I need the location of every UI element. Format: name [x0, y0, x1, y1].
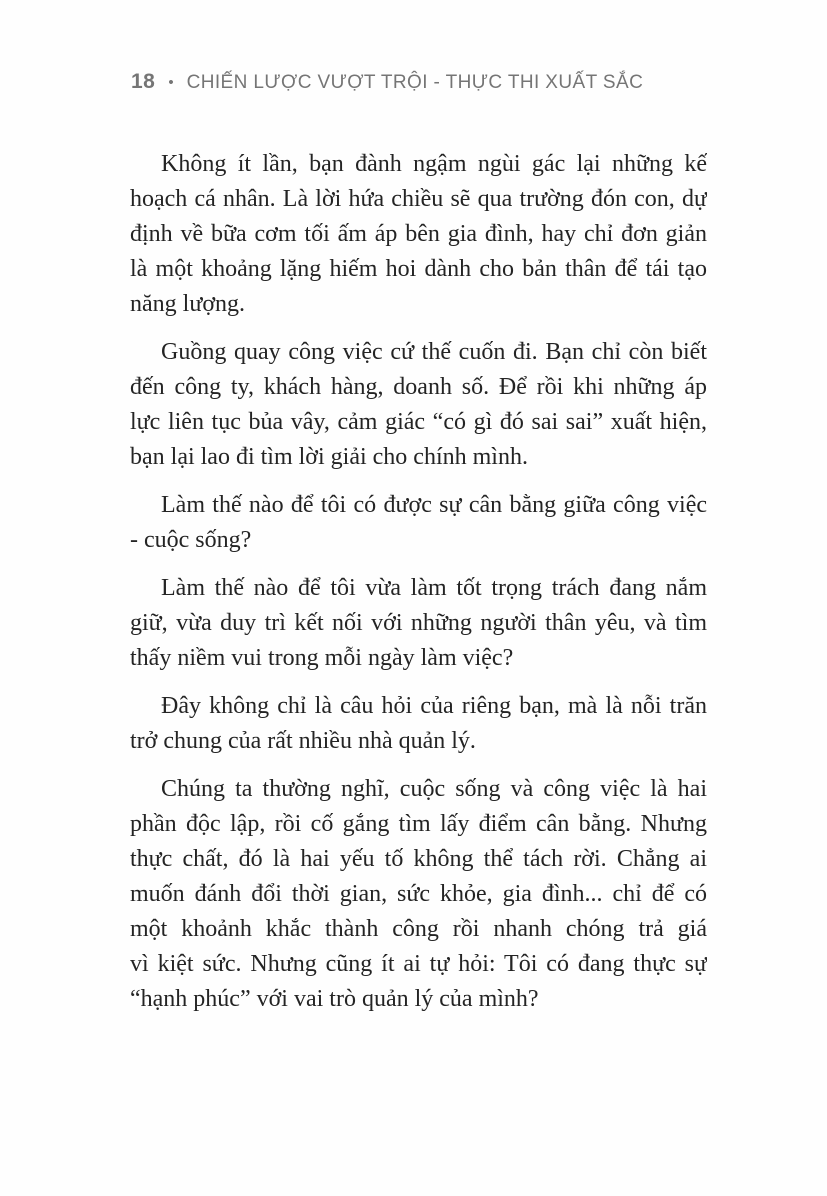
running-title: CHIẾN LƯỢC VƯỢT TRỘI - THỰC THI XUẤT SẮC — [186, 72, 644, 93]
page-number: 18 — [131, 70, 156, 93]
paragraph — [130, 488, 707, 558]
text-line: - cuộc sống? — [130, 527, 252, 553]
running-header — [131, 70, 643, 94]
text-line: là một khoảng lặng hiếm hoi dành cho bản thân để tái tạo — [130, 256, 707, 282]
text-line: năng lượng. — [130, 291, 246, 317]
paragraph — [130, 772, 707, 1017]
text-line: đến công ty, khách hàng, doanh số. Để rồi khi những áp — [130, 374, 707, 400]
text-line: lực liên tục bủa vây, cảm giác “có gì đó sai sai” xuất hiện, — [130, 409, 707, 435]
text-line: Làm thế nào để tôi vừa làm tốt trọng trách đang nắm — [161, 575, 707, 601]
text-line: bạn lại lao đi tìm lời giải cho chính mình. — [130, 444, 528, 470]
text-line: Guồng quay công việc cứ thế cuốn đi. Bạn chỉ còn biết — [161, 339, 707, 365]
paragraph — [130, 335, 707, 475]
text-line: trở chung của rất nhiều nhà quản lý. — [130, 728, 476, 754]
text-line: thực chất, đó là hai yếu tố không thể tách rời. Chẳng ai — [130, 846, 707, 872]
text-line: muốn đánh đổi thời gian, sức khỏe, gia đình... chỉ để có — [130, 881, 707, 907]
text-line: “hạnh phúc” với vai trò quản lý của mình? — [130, 986, 539, 1012]
page-body — [130, 147, 707, 1017]
text-line: Không ít lần, bạn đành ngậm ngùi gác lại những kế — [161, 151, 707, 177]
text-line: Làm thế nào để tôi có được sự cân bằng giữa công việc — [161, 492, 707, 518]
text-line: một khoảnh khắc thành công rồi nhanh chóng trả giá — [130, 916, 707, 942]
text-line: vì kiệt sức. Nhưng cũng ít ai tự hỏi: Tôi có đang thực sự — [130, 951, 707, 977]
paragraph — [130, 571, 707, 676]
bullet-separator-icon: • — [168, 74, 174, 91]
text-line: phần độc lập, rồi cố gắng tìm lấy điểm cân bằng. Nhưng — [130, 811, 707, 837]
text-line: hoạch cá nhân. Là lời hứa chiều sẽ qua trường đón con, dự — [130, 186, 707, 212]
paragraph — [130, 689, 707, 759]
text-line: thấy niềm vui trong mỗi ngày làm việc? — [130, 645, 514, 671]
text-line: giữ, vừa duy trì kết nối với những người thân yêu, và tìm — [130, 610, 707, 636]
text-line: Đây không chỉ là câu hỏi của riêng bạn, mà là nỗi trăn — [161, 693, 707, 719]
paragraph — [130, 147, 707, 322]
text-line: Chúng ta thường nghĩ, cuộc sống và công việc là hai — [161, 776, 707, 802]
text-line: định về bữa cơm tối ấm áp bên gia đình, hay chỉ đơn giản — [130, 221, 707, 247]
